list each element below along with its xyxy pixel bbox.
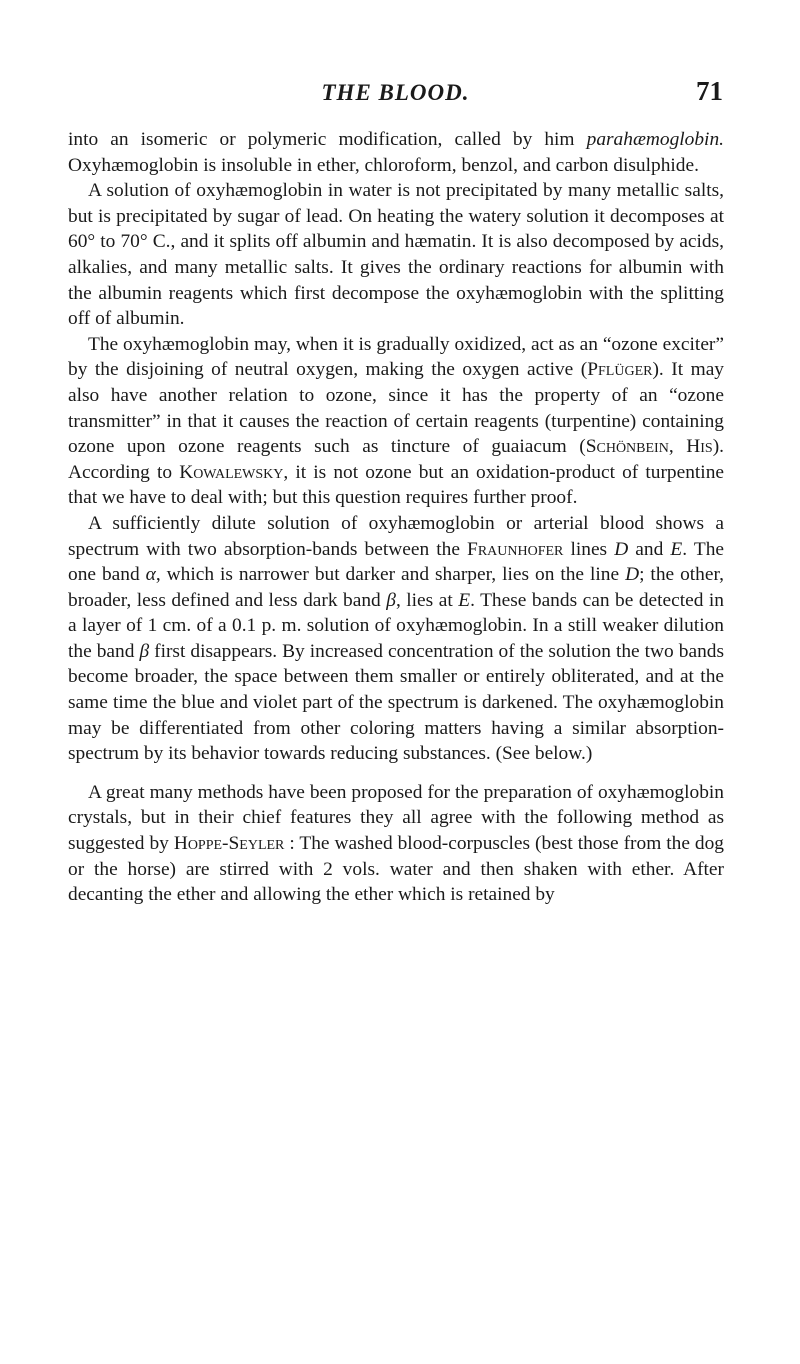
body-text xyxy=(68,127,724,908)
author-name: Pflüger xyxy=(587,359,653,381)
author-name: His xyxy=(686,436,713,458)
page-header xyxy=(68,76,723,110)
text-run: lines xyxy=(563,538,615,560)
text-run: ). It may also have another relation to ozone, since it has the property of an “ozone transmitter” in that it causes the reaction of certain reagents (turpentine) containing ozone upon ozone reagents such as tincture of guaiacum ( xyxy=(68,359,724,458)
italic-term: E xyxy=(458,589,471,611)
text-run: A sufficiently dilute solution of oxyhæmoglobin or arterial blood shows a spectrum with two absorption-bands between the xyxy=(68,512,724,560)
paragraph xyxy=(68,178,724,332)
italic-term: α xyxy=(145,564,156,586)
text-run: into an isomeric or polymeric modification, called by him xyxy=(68,129,587,150)
paragraph xyxy=(68,780,724,908)
text-run: first disappears. By increased concentration of the solution the two bands become broader, the space between them smaller or entirely obliterated, and at the same time the blue and violet part of the spectrum is darkened. The oxyhæmoglobin may be differentiated from other coloring matters having a similar absorption-spectrum by its behavior towards reducing substances. (See below.) xyxy=(68,640,725,765)
text-run: . These bands can be detected in a layer of 1 cm. of a 0.1 p. m. solution of oxyhæmoglobin. In a still weaker dilution the band xyxy=(68,589,725,662)
paragraph xyxy=(68,127,724,178)
text-run: , xyxy=(668,436,687,458)
text-run: A solution of oxyhæmoglobin in water is not precipitated by many metallic salts, but is precipitated by sugar of lead. On heating the watery solution it decomposes at 60° to 70° C., and it splits off albumin and hæmatin. It is also decomposed by acids, alkalies, and many metallic salts. It gives the ordinary reactions for albumin with the albumin reagents which first decompose the oxyhæmoglobin with the splitting off of albumin. xyxy=(68,180,724,330)
paragraph xyxy=(68,511,724,767)
text-run: ). According to xyxy=(68,436,724,483)
italic-term: D xyxy=(614,538,629,560)
text-run: : The washed blood-corpuscles (best those from the dog or the horse) are stirred with 2 vols. water and then shaken with ether. After decanting the ether and allowing the ether which is retained by xyxy=(68,833,725,906)
running-head: THE BLOOD. xyxy=(321,80,470,105)
author-name: Schönbein xyxy=(585,436,669,458)
text-run: ; the other, broader, less defined and less dark band xyxy=(68,564,724,611)
page-number: 71 xyxy=(696,76,723,106)
author-name: Kowalewsky xyxy=(179,461,284,483)
paragraph xyxy=(68,332,724,511)
italic-term: β xyxy=(139,640,150,662)
text-run: A great many methods have been proposed for the preparation of oxyhæmoglobin crystals, but in their chief features they all agree with the following method as suggested by xyxy=(68,781,724,855)
text-run: , it is not ozone but an oxidation-product of turpentine that we have to deal with; but this question requires further proof. xyxy=(68,461,724,509)
italic-term: D xyxy=(625,564,640,586)
italic-term: β xyxy=(386,589,396,611)
text-run: , lies at xyxy=(395,589,459,611)
text-run: , which is narrower but darker and sharper, lies on the line xyxy=(155,564,626,586)
author-name: Hoppe-Seyler xyxy=(173,833,285,855)
author-name: Fraunhofer xyxy=(467,538,564,560)
text-run: and xyxy=(628,538,671,560)
text-run: Oxyhæmoglobin is insoluble in ether, chloroform, benzol, and carbon disulphide. xyxy=(68,154,699,176)
italic-term: E xyxy=(670,538,683,560)
italic-term: parahæmoglobin. xyxy=(586,129,724,150)
text-run: The oxyhæmoglobin may, when it is gradually oxidized, act as an “ozone exciter” by the disjoining of neutral oxygen, making the oxygen active ( xyxy=(68,333,724,381)
text-run: . The one band xyxy=(68,538,724,586)
